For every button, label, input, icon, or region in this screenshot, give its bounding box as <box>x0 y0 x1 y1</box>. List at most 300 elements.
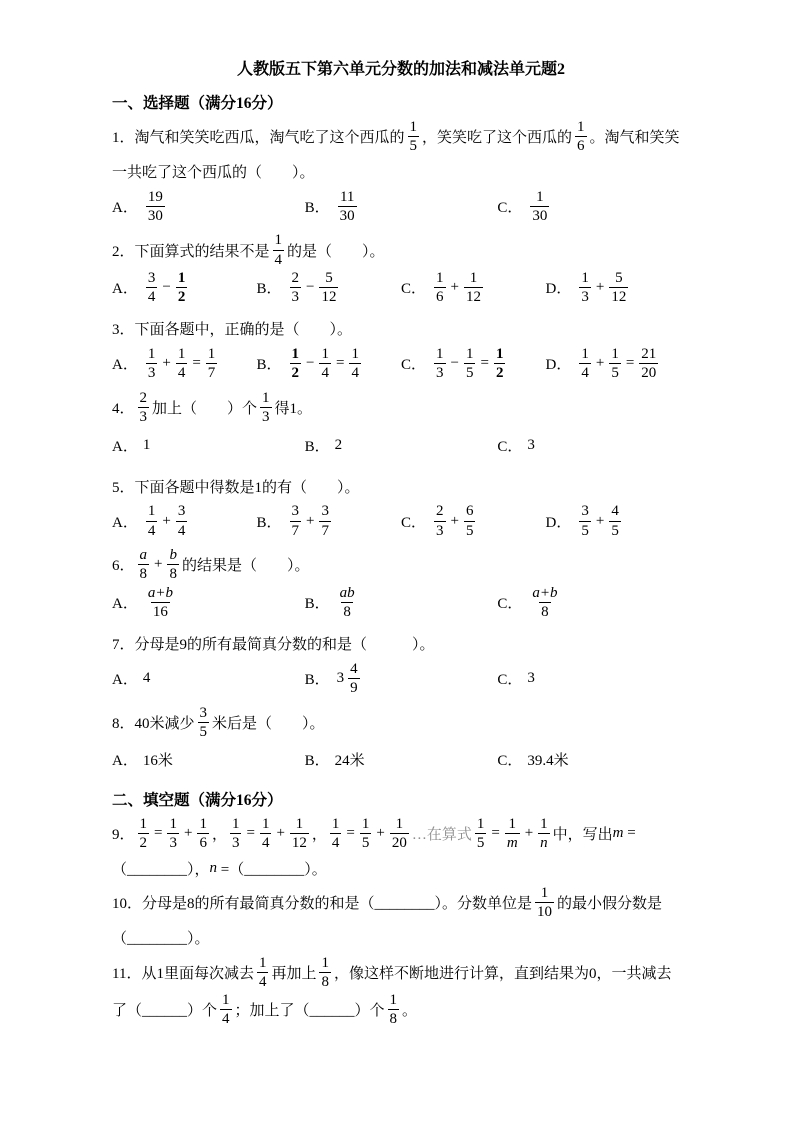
fraction-denominator: 4 <box>331 835 340 852</box>
fraction-numerator: a+b <box>147 584 173 601</box>
fraction <box>319 955 331 990</box>
section-1 <box>112 91 690 778</box>
fraction <box>260 816 272 851</box>
fraction-denominator: 3 <box>436 365 444 382</box>
fraction <box>290 346 302 381</box>
text-token: + <box>450 512 459 529</box>
question-line <box>112 955 690 990</box>
text-token: 6． <box>112 558 135 575</box>
fraction <box>408 119 420 154</box>
option-label: C． <box>497 596 523 612</box>
fraction-numerator: 4 <box>611 503 619 520</box>
fraction-numerator: 1 <box>536 188 544 205</box>
text-token: 10．分母是8的所有最简真分数的和是（________）。分数单位是 <box>112 896 533 913</box>
text-token: （________）。 <box>112 931 210 948</box>
option-label: C． <box>497 199 523 216</box>
option-item <box>546 270 691 306</box>
fraction-numerator: 2 <box>436 503 444 520</box>
fraction-numerator: 1 <box>540 885 549 902</box>
options-row <box>112 427 690 463</box>
text-token: ， <box>311 827 327 844</box>
option-item <box>112 585 305 621</box>
fraction-numerator: 1 <box>261 815 270 832</box>
question <box>112 816 690 883</box>
text-token: ， <box>211 827 227 844</box>
text-token: 5．下面各题中得数是1的有（ ）。 <box>112 479 360 496</box>
option-item <box>257 346 402 382</box>
fraction-denominator: 8 <box>139 566 148 583</box>
fraction-denominator: 12 <box>321 289 337 306</box>
question <box>112 232 690 305</box>
option-item <box>112 503 257 539</box>
fraction-numerator: 1 <box>331 815 340 832</box>
options-row <box>112 661 690 697</box>
fraction <box>609 270 628 305</box>
option-label: D． <box>545 357 572 374</box>
text-token: 4 <box>142 670 151 686</box>
fraction <box>535 885 554 920</box>
option-item <box>546 503 691 539</box>
text-token: = <box>192 355 201 372</box>
fraction-numerator: 1 <box>577 119 585 135</box>
text-token: + <box>306 512 315 529</box>
fraction-denominator: 6 <box>199 835 207 852</box>
text-token: + <box>450 279 459 296</box>
fraction-denominator: 4 <box>177 522 186 539</box>
fraction-denominator: 12 <box>465 289 481 306</box>
fraction <box>330 816 342 851</box>
fraction-denominator: 2 <box>139 835 148 852</box>
option-label: A． <box>112 514 138 531</box>
fraction-numerator: 5 <box>615 270 623 287</box>
text-token: + <box>162 512 171 529</box>
text-token: 再加上 <box>271 965 317 982</box>
fraction-numerator: 1 <box>469 270 478 287</box>
fraction <box>464 503 476 538</box>
fraction <box>390 816 409 851</box>
text-token: 7．分母是9的所有最简真分数的和是（ ）。 <box>112 637 435 653</box>
fraction-denominator: 10 <box>537 904 553 921</box>
text-token: 的最小假分数是 <box>557 896 663 913</box>
option-label: A． <box>112 281 138 298</box>
fraction-numerator: 1 <box>581 346 589 363</box>
fraction-denominator: 8 <box>169 566 177 583</box>
fraction-denominator: 12 <box>611 289 627 306</box>
option-label: A． <box>112 357 138 374</box>
option-label: C． <box>401 357 427 374</box>
fraction <box>434 270 446 305</box>
question <box>112 705 690 778</box>
fraction-numerator: 1 <box>169 815 177 832</box>
option-label: C． <box>497 753 523 770</box>
fraction <box>494 346 506 381</box>
text-token: 加上（ ）个 <box>152 400 258 417</box>
fraction-denominator: 20 <box>641 365 657 382</box>
option-label: B． <box>256 514 282 531</box>
question-line <box>112 471 690 501</box>
option-label: B． <box>304 753 330 770</box>
option-label: B． <box>304 438 330 455</box>
fraction <box>230 816 242 851</box>
fraction-denominator: 2 <box>495 365 504 382</box>
option-item <box>546 346 691 382</box>
text-token: 39.4米 <box>527 753 569 770</box>
option-item <box>112 742 305 778</box>
text-token: 的是（ ）。 <box>287 243 385 260</box>
question-line <box>112 314 690 344</box>
fraction-denominator: 4 <box>147 289 156 306</box>
text-token: 。 <box>402 1003 418 1020</box>
fraction-denominator: 30 <box>532 207 548 224</box>
option-item <box>305 427 498 463</box>
fraction-denominator: 5 <box>611 365 619 382</box>
document-body <box>112 91 690 1027</box>
option-label: A． <box>112 199 138 216</box>
fraction-numerator: 1 <box>581 270 589 287</box>
text-token: − <box>306 279 315 296</box>
option-item <box>112 188 305 224</box>
option-item <box>305 188 498 224</box>
option-label: C． <box>401 514 427 531</box>
fraction-denominator: 4 <box>351 365 359 382</box>
fraction-denominator: 4 <box>581 365 589 382</box>
option-label: B． <box>304 199 330 216</box>
option-label: A． <box>112 672 138 688</box>
fraction-numerator: 2 <box>291 270 300 287</box>
fraction <box>434 346 446 381</box>
section-heading: 二、填空题（满分16分） <box>112 791 283 809</box>
fraction-numerator: 21 <box>641 346 657 363</box>
mixed-number <box>337 661 363 696</box>
fraction-numerator: 5 <box>325 270 333 287</box>
fraction-denominator: 5 <box>465 522 474 539</box>
fraction-denominator: 12 <box>291 835 307 852</box>
fraction-denominator: 4 <box>274 251 283 268</box>
fraction-numerator: 1 <box>139 815 148 832</box>
fraction <box>609 346 621 381</box>
fraction <box>639 346 658 381</box>
fraction-denominator: 5 <box>465 365 474 382</box>
question-line <box>112 853 690 883</box>
fraction-numerator: 1 <box>207 346 216 363</box>
text-token: 得1。 <box>274 400 313 417</box>
question-line <box>112 816 690 851</box>
fraction-denominator: 4 <box>177 365 186 382</box>
text-token: 9． <box>112 827 135 844</box>
fraction-denominator: 4 <box>261 835 270 852</box>
mixed-whole: 3 <box>336 670 345 686</box>
question <box>112 314 690 382</box>
text-token: = <box>625 355 635 372</box>
fraction <box>349 346 361 381</box>
fraction <box>475 816 487 851</box>
fraction <box>206 346 218 381</box>
fraction <box>176 503 188 538</box>
question <box>112 119 690 224</box>
fraction-numerator: 1 <box>274 232 283 249</box>
text-token: + <box>154 556 163 573</box>
fraction-denominator: 5 <box>409 138 418 155</box>
question <box>112 390 690 463</box>
question <box>112 885 690 952</box>
fraction <box>338 189 357 224</box>
fraction <box>290 503 302 538</box>
text-token: + <box>524 825 534 842</box>
text-token: …在算式 <box>411 827 472 844</box>
option-label: A． <box>112 438 138 455</box>
doc-title: 人教版五下第六单元分数的加法和减法单元题2 <box>236 61 565 78</box>
text-token: 了（______）个 <box>112 1003 218 1020</box>
fraction-numerator: a+b <box>532 584 558 601</box>
option-item <box>305 742 498 778</box>
option-label: A． <box>112 596 138 612</box>
fraction-denominator: 20 <box>391 835 407 852</box>
text-token: 4． <box>112 400 135 417</box>
fraction <box>609 503 621 538</box>
question-line <box>112 547 690 582</box>
text-token: 米后是（ ）。 <box>212 715 325 732</box>
fraction-denominator: m <box>506 835 518 852</box>
option-item <box>257 503 402 539</box>
option-item <box>112 661 305 697</box>
fraction-denominator: 7 <box>321 522 329 539</box>
text-token: 24米 <box>334 753 365 770</box>
text-token: = <box>154 825 163 842</box>
fraction <box>146 346 158 381</box>
fraction-denominator: 5 <box>476 835 485 852</box>
fraction-numerator: 1 <box>361 815 370 832</box>
fraction-denominator: 3 <box>139 408 148 425</box>
fraction-denominator: 8 <box>321 973 329 990</box>
fraction <box>257 955 269 990</box>
fraction-numerator: 3 <box>177 503 186 520</box>
option-item <box>112 346 257 382</box>
option-label: D． <box>545 281 572 298</box>
fraction-numerator: 1 <box>177 346 186 363</box>
fraction-denominator: 3 <box>262 408 270 425</box>
fraction <box>197 816 209 851</box>
text-token: + <box>595 279 605 296</box>
text-token: = <box>480 355 489 372</box>
fraction-numerator: 1 <box>321 346 329 363</box>
fraction-denominator: 5 <box>361 835 370 852</box>
fraction-numerator: 1 <box>222 992 230 1008</box>
fraction <box>167 816 179 851</box>
fraction-numerator: 1 <box>291 346 300 363</box>
options-row <box>112 742 690 778</box>
text-token: ；加上了（______）个 <box>234 1003 385 1020</box>
fraction-numerator: 1 <box>262 389 270 406</box>
fraction <box>360 816 372 851</box>
text-token: = <box>246 825 255 842</box>
fraction <box>146 270 158 305</box>
text-token: 8．40米减少 <box>112 715 195 732</box>
question-line <box>112 629 690 659</box>
option-label: C． <box>497 672 523 688</box>
fraction-denominator: 4 <box>147 522 156 539</box>
fraction-numerator: a <box>139 547 148 564</box>
fraction-numerator: 1 <box>508 815 517 832</box>
option-item <box>112 427 305 463</box>
fraction-numerator: 3 <box>291 503 300 520</box>
fraction-numerator: 4 <box>350 660 358 677</box>
fraction-numerator: 1 <box>540 815 548 832</box>
fraction <box>146 585 175 620</box>
fraction <box>388 992 400 1027</box>
text-token: 中，写出 <box>552 827 613 844</box>
option-item <box>497 585 690 621</box>
fraction-denominator: n <box>540 835 548 852</box>
text-token: − <box>450 355 459 372</box>
options-row <box>112 346 690 382</box>
fraction <box>290 816 309 851</box>
option-item <box>497 427 690 463</box>
text-token: = <box>346 825 355 842</box>
fraction-denominator: 2 <box>177 289 186 306</box>
question <box>112 547 690 620</box>
text-token: 1．淘气和笑笑吃西瓜，淘气吃了这个西瓜的 <box>112 130 405 147</box>
question-line <box>112 923 690 953</box>
fraction-denominator: 3 <box>231 835 240 852</box>
text-token: ，像这样不断地进行计算，直到结果为0，一共减去 <box>333 965 672 982</box>
text-token: − <box>306 355 315 372</box>
fraction-denominator: 16 <box>152 604 168 620</box>
text-token: 3．下面各题中，正确的是（ ）。 <box>112 322 353 339</box>
text-token: （________）， <box>112 861 210 878</box>
options-row <box>112 188 690 224</box>
fraction-numerator: 1 <box>436 346 444 363</box>
fraction-numerator: 19 <box>147 188 163 205</box>
fraction <box>146 189 165 224</box>
options-row <box>112 503 690 539</box>
fraction-denominator: 30 <box>339 207 355 224</box>
question-line <box>112 885 690 920</box>
option-label: D． <box>545 514 572 531</box>
fraction-denominator: 3 <box>581 289 589 306</box>
option-item <box>497 742 690 778</box>
fraction-denominator: 4 <box>222 1011 230 1028</box>
text-token: = <box>623 825 636 842</box>
text-token: + <box>183 825 193 842</box>
text-token: 一共吃了这个西瓜的（ ）。 <box>112 164 315 181</box>
text-token: 2．下面算式的结果不是 <box>112 243 270 260</box>
text-token: + <box>595 512 605 529</box>
fraction <box>319 346 331 381</box>
fraction-numerator: 1 <box>436 270 444 287</box>
fraction-numerator: 1 <box>409 119 418 135</box>
fraction <box>338 585 357 620</box>
fraction-denominator: 7 <box>207 365 216 382</box>
fraction <box>530 585 559 620</box>
fraction-denominator: 5 <box>199 723 208 740</box>
question-line <box>112 119 690 154</box>
fraction <box>530 189 549 224</box>
fraction-numerator: 11 <box>339 188 355 205</box>
option-label: B． <box>256 357 282 374</box>
fraction-denominator: 5 <box>581 522 589 539</box>
fraction-denominator: 30 <box>147 207 163 224</box>
fraction-denominator: 3 <box>436 522 444 539</box>
fraction-numerator: 3 <box>321 503 329 520</box>
question <box>112 629 690 697</box>
option-label: C． <box>497 438 523 455</box>
fraction <box>290 270 302 305</box>
fraction <box>575 119 587 154</box>
fraction-denominator: 6 <box>577 138 585 155</box>
text-token: 。淘气和笑笑 <box>589 130 680 147</box>
text-token: m <box>612 825 624 842</box>
fraction <box>579 270 591 305</box>
fraction-numerator: 1 <box>177 270 186 287</box>
text-token: ，笑笑吃了这个西瓜的 <box>422 130 573 147</box>
option-item <box>401 503 546 539</box>
fraction <box>146 503 158 538</box>
question <box>112 471 690 539</box>
fraction-numerator: 1 <box>395 815 404 832</box>
fraction <box>138 816 150 851</box>
fraction-numerator: 1 <box>199 815 207 832</box>
fraction <box>319 270 338 305</box>
fraction <box>319 503 331 538</box>
text-token: = <box>335 355 345 372</box>
text-token: 3 <box>527 670 535 686</box>
fraction-numerator: 3 <box>199 704 208 721</box>
question-line <box>112 390 690 425</box>
option-item <box>305 661 498 697</box>
fraction-numerator: b <box>169 547 177 564</box>
text-token: 1 <box>142 436 151 453</box>
fraction <box>579 503 591 538</box>
fraction-numerator: 1 <box>147 346 156 363</box>
fraction-numerator: 6 <box>465 503 474 520</box>
option-label: B． <box>256 281 282 298</box>
fraction-numerator: 1 <box>295 815 304 832</box>
text-token: n <box>209 859 218 876</box>
text-token: + <box>595 355 605 372</box>
fraction-denominator: 2 <box>291 365 300 382</box>
option-item <box>401 346 546 382</box>
fraction-numerator: 3 <box>581 503 589 520</box>
option-item <box>305 585 498 621</box>
fraction-numerator: 3 <box>147 270 156 287</box>
fraction-numerator: 1 <box>389 992 398 1008</box>
question-line <box>112 705 690 740</box>
fraction <box>434 503 446 538</box>
text-token: + <box>162 355 171 372</box>
fraction <box>273 232 285 267</box>
fraction <box>579 346 591 381</box>
fraction-denominator: 4 <box>321 365 329 382</box>
fraction <box>176 270 188 305</box>
fraction-denominator: 8 <box>541 604 549 620</box>
fraction-denominator: 3 <box>169 835 177 852</box>
question-line <box>112 992 690 1027</box>
options-row <box>112 585 690 621</box>
text-token: + <box>276 825 285 842</box>
text-token: = <box>491 825 500 842</box>
options-row <box>112 270 690 306</box>
fraction-numerator: 1 <box>476 815 485 832</box>
text-token: =（________）。 <box>217 861 327 878</box>
fraction-numerator: 1 <box>611 346 619 363</box>
fraction-numerator: 1 <box>465 346 474 363</box>
option-label: B． <box>304 672 330 688</box>
fraction-denominator: 7 <box>291 522 300 539</box>
fraction <box>220 992 232 1027</box>
option-label: C． <box>401 281 427 298</box>
fraction-numerator: 2 <box>139 389 148 406</box>
section-2 <box>112 788 690 1028</box>
